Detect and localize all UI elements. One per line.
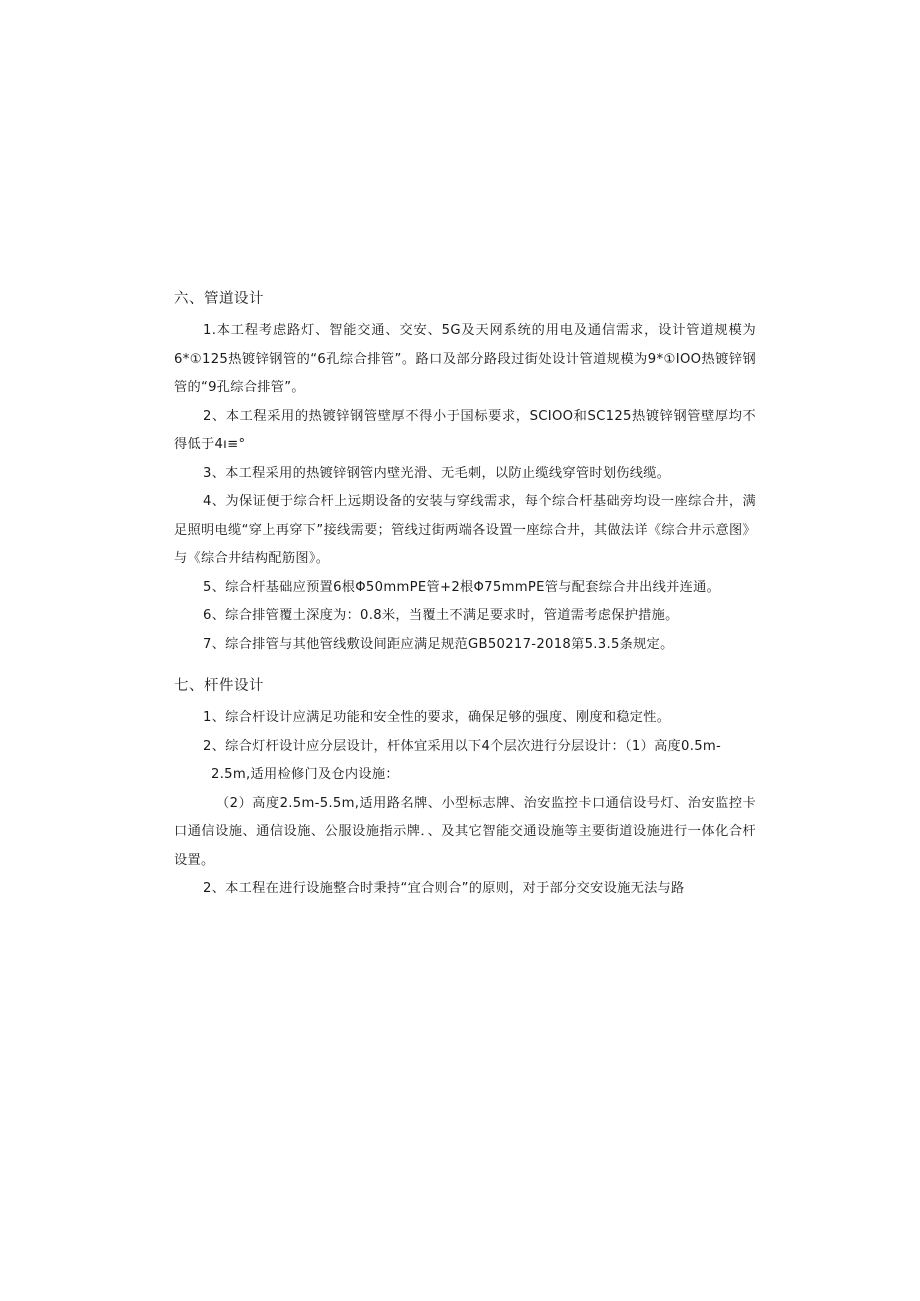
paragraph: 2、本工程采用的热镀锌钢管壁厚不得小于国标要求，SCIOO和SC125热镀锌钢管壁厚均不得低于4ı≡° [174,408,756,452]
paragraph: （2）高度2.5m-5.5m,适用路名牌、小型标志牌、治安监控卡口通信设号灯、治安监控卡口通信设施、通信设施、公服设施指示牌．、及其它智能交通设施等主要街道设施进行一体化合杆设置。 [174,795,756,868]
document-body [174,288,756,904]
paragraph: 4、为保证便于综合杆上远期设备的安装与穿线需求，每个综合杆基础旁均设一座综合井，满足照明电缆“穿上再穿下”接线需要；管线过街两端各设置一座综合井，其做法详《综合井示意图》与《综合井结构配筋图》。 [174,494,756,566]
paragraph: 2、综合灯杆设计应分层设计，杆体宜采用以下4个层次进行分层设计：（1）高度0.5m- [203,738,722,754]
section-pipeline-design [174,288,756,659]
section-heading: 六、管道设计 [174,291,264,307]
paragraph: 3、本工程采用的热镀锌钢管内壁光滑、无毛刺，以防止缆线穿管时划伤线缆。 [203,465,671,481]
section-heading: 七、杆件设计 [174,678,264,694]
section-pole-design [174,675,756,904]
paragraph: 1、综合杆设计应满足功能和安全性的要求，确保足够的强度、刚度和稳定性。 [203,710,671,725]
paragraph: 1.本工程考虑路灯、智能交通、交安、5G及天网系统的用电及通信需求，设计管道规模为6*①125热镀锌钢管的“6孔综合排管”。路口及部分路段过街处设计管道规模为9*①IOO热镀锌钢管的“9孔综合排管”。 [174,323,756,395]
paragraph: 6、综合排管覆土深度为：0.8米，当覆土不满足要求时，管道需考虑保护措施。 [203,608,679,623]
paragraph: 7、综合排管与其他管线敷设间距应满足规范GB50217-2018第5.3.5条规定。 [203,636,674,652]
paragraph: 5、综合杆基础应预置6根Φ50mmPE管+2根Φ75mmPE管与配套综合井出线并连通。 [203,579,721,595]
paragraph-continuation: 2.5m,适用检修门及仓内设施： [211,767,399,782]
paragraph: 2、本工程在进行设施整合时秉持“宜合则合”的原则，对于部分交安设施无法与路 [203,881,685,896]
